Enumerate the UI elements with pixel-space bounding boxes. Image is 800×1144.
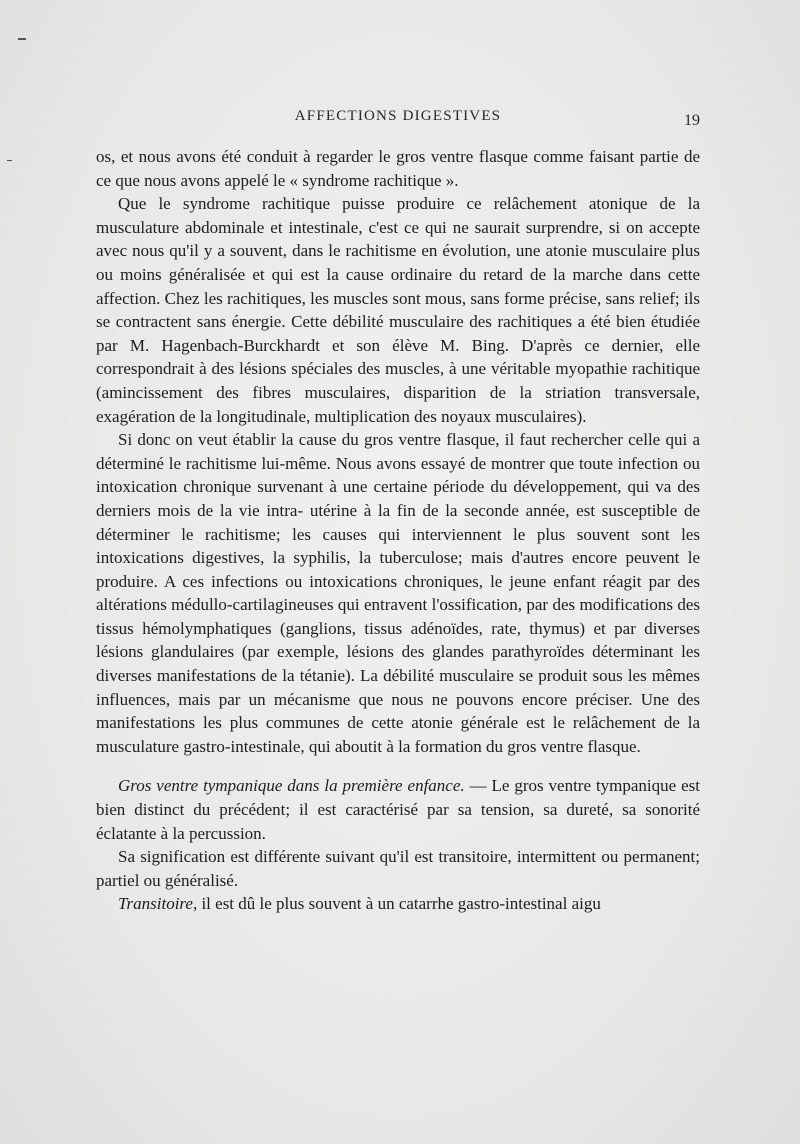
paragraph-text: Sa signification est différente suivant qu'il est transitoire, intermittent ou permanent; partiel ou généralisé.	[96, 847, 700, 890]
inline-heading: Transitoire	[118, 894, 193, 914]
section-paragraph	[96, 774, 700, 845]
page-number: 19	[684, 112, 700, 129]
page-body	[96, 145, 700, 916]
paragraph	[96, 192, 700, 428]
paragraph-text: , il est dû le plus souvent à un catarrhe gastro-intestinal aigu	[192, 894, 601, 914]
scan-mark	[18, 38, 26, 40]
paragraph	[96, 845, 700, 892]
section-heading: Gros ventre tympanique dans la première enfance.	[118, 776, 465, 796]
paragraph-text: os, et nous avons été conduit à regarder le gros ventre flasque comme faisant partie de ce que nous avons appelé le « syndrome rachitique ».	[96, 147, 700, 190]
page-header	[96, 108, 700, 132]
running-title: AFFECTIONS DIGESTIVES	[294, 108, 502, 124]
paragraph	[96, 892, 700, 916]
paragraph	[96, 145, 700, 192]
scan-mark	[7, 160, 12, 161]
paragraph-text: — Le gros ventre tympanique est bien distinct du précédent; il est caractérisé par sa tension, sa dureté, sa sonorité éclatante à la percussion.	[96, 776, 701, 843]
paragraph-text: Que le syndrome rachitique puisse produire ce relâchement atonique de la musculature abdominale et intestinale, c'est ce qui ne saurait surprendre, si on accepte avec nous qu'il y a souvent, dans le rachitisme en évolution, une atonie musculaire plus ou moins généralisée et qui est la cause ordinaire du retard de la marche dans cette affection. Chez les rachitiques, les muscles sont mous, sans forme précise, sans relief; ils se contractent sans énergie. Cette débilité musculaire des rachitiques a été bien étudiée par M. Hagenbach-Burckhardt et son élève M. Bing. D'après ce dernier, elle correspondrait à des lésions spéciales des muscles, à une véritable myopathie rachitique (amincissement des fibres musculaires, disparition de la striation transversale, exagération de la longitudinale, multiplication des noyaux musculaires).	[96, 194, 700, 426]
paragraph	[96, 428, 700, 758]
paragraph-text: Si donc on veut établir la cause du gros ventre flasque, il faut rechercher celle qui a déterminé le rachitisme lui-même. Nous avons essayé de montrer que toute infection ou intoxication chronique survenant à une certaine période du développement, qui va des derniers mois de la vie intra- utérine à la fin de la seconde année, est susceptible de déterminer le rachitisme; les causes qui interviennent le plus souvent sont les intoxications digestives, la syphilis, la tuberculose; mais d'autres encore peuvent le produire. A ces infections ou intoxications chroniques, le jeune enfant réagit par des altérations médullo-cartilagineuses qui entravent l'ossification, par des modifications des tissus hémolymphatiques (ganglions, tissus adénoïdes, rate, thymus) et par diverses lésions glandulaires (par exemple, lésions des glandes parathyroïdes déterminant les diverses manifestations de la tétanie). La débilité musculaire se produit sous les mêmes influences, mais par un mécanisme que nous ne pouvons encore préciser. Une des manifestations les plus communes de cette atonie générale est le relâchement de la musculature gastro-intestinale, qui aboutit à la formation du gros ventre flasque.	[96, 430, 700, 756]
